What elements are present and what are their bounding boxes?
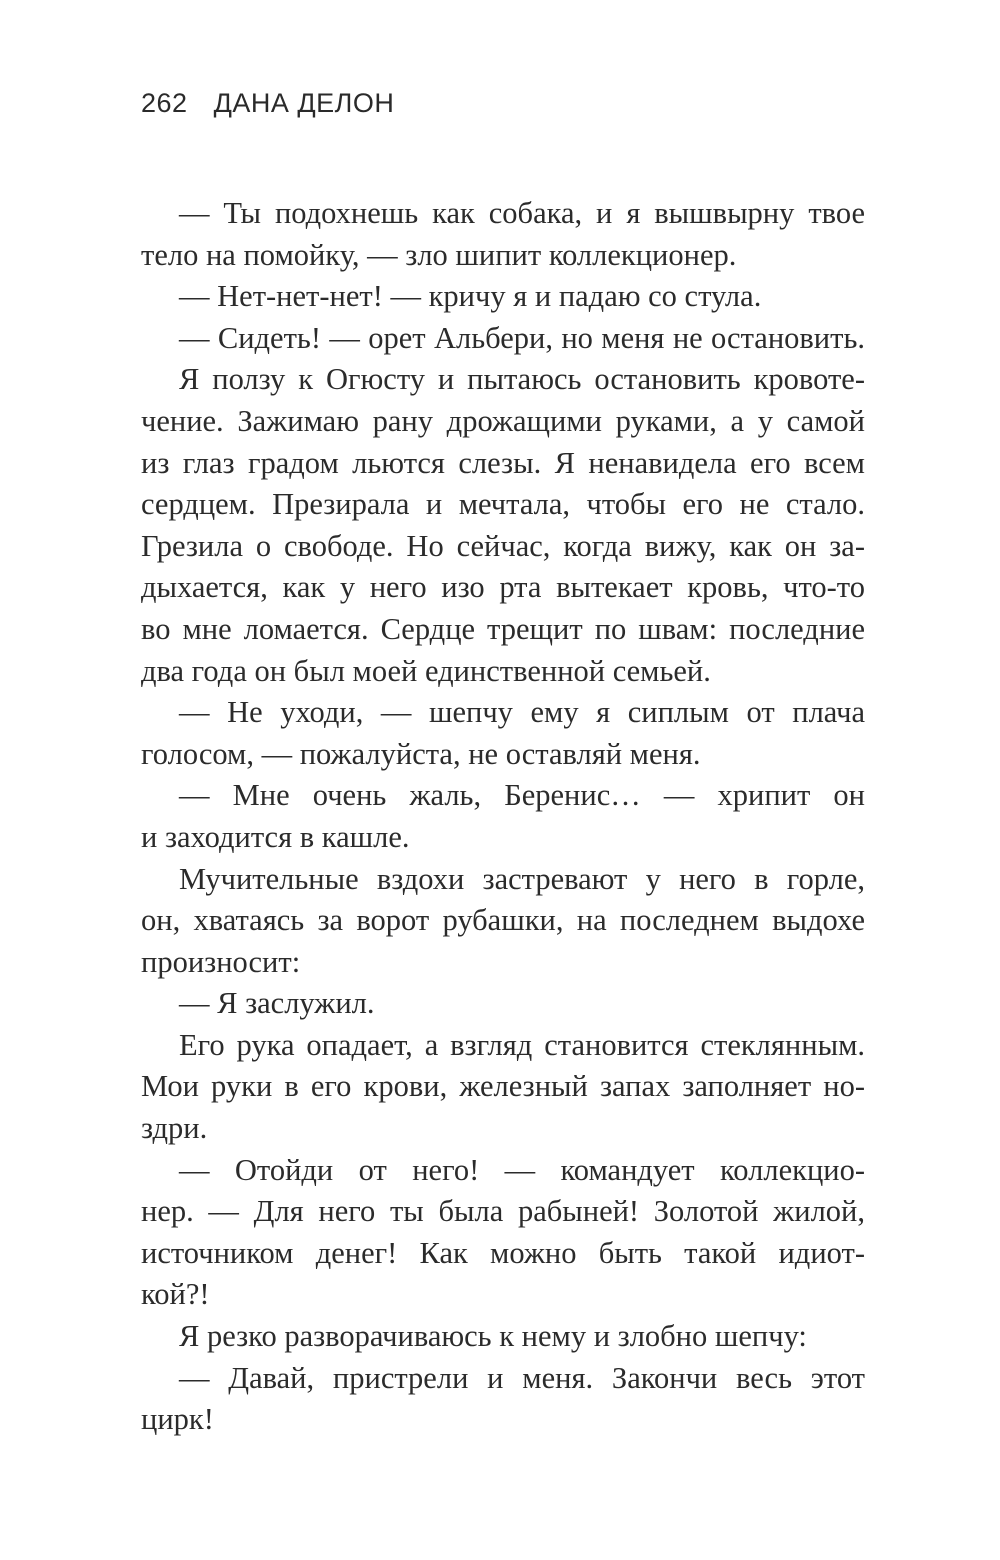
text-line: — Я заслужил. xyxy=(179,986,375,1021)
text-line: тело на помойку, — зло шипит коллекционер. xyxy=(141,237,737,272)
text-line: кой?! xyxy=(141,1277,210,1312)
text-line: два года он был моей единственной семьей. xyxy=(141,653,711,688)
text-line: источником денег! Как можно быть такой идиот- xyxy=(141,1235,865,1270)
text-line: Я резко разворачиваюсь к нему и злобно шепчу: xyxy=(179,1319,807,1354)
text-line: произносит: xyxy=(141,944,301,979)
text-line: Я ползу к Огюсту и пытаюсь остановить кровоте- xyxy=(179,362,865,397)
text-line: — Отойди от него! — командует коллекцио- xyxy=(179,1152,865,1187)
text-line: Грезила о свободе. Но сейчас, когда вижу, как он за- xyxy=(141,528,865,563)
text-line: — Не уходи, — шепчу ему я сиплым от плача xyxy=(179,695,865,730)
text-line: чение. Зажимаю рану дрожащими руками, а у самой xyxy=(141,403,865,438)
text-line: дыхается, как у него изо рта вытекает кровь, что-то xyxy=(141,570,865,605)
page-number: 262 xyxy=(141,88,188,118)
text-line: нер. — Для него ты была рабыней! Золотой жилой, xyxy=(141,1194,865,1229)
text-line: голосом, — пожалуйста, не оставляй меня. xyxy=(141,736,701,771)
body-text xyxy=(141,193,865,1441)
text-line: — Давай, пристрели и меня. Закончи весь этот xyxy=(179,1360,865,1395)
text-line: он, хватаясь за ворот рубашки, на последнем выдохе xyxy=(141,903,865,938)
text-line: — Нет-нет-нет! — кричу я и падаю со стула. xyxy=(179,279,762,314)
text-line: цирк! xyxy=(141,1402,214,1437)
text-line: Мучительные вздохи застревают у него в горле, xyxy=(179,861,865,896)
text-line: во мне ломается. Сердце трещит по швам: последние xyxy=(141,611,865,646)
text-line: — Мне очень жаль, Беренис… — хрипит он xyxy=(179,778,865,813)
text-line: Мои руки в его крови, железный запах заполняет но- xyxy=(141,1069,865,1104)
running-head xyxy=(141,88,394,119)
text-line: — Ты подохнешь как собака, и я вышвырну твое xyxy=(179,196,865,230)
text-line: сердцем. Презирала и мечтала, чтобы его не стало. xyxy=(141,487,865,522)
text-line: из глаз градом льются слезы. Я ненавидела его всем xyxy=(141,445,865,480)
author-name: ДАНА ДЕЛОН xyxy=(213,88,395,118)
text-line: и заходится в кашле. xyxy=(141,819,410,854)
text-line: — Сидеть! — орет Альбери, но меня не остановить. xyxy=(179,320,865,355)
text-line: Его рука опадает, а взгляд становится стеклянным. xyxy=(179,1027,865,1062)
text-line: здри. xyxy=(141,1111,208,1146)
